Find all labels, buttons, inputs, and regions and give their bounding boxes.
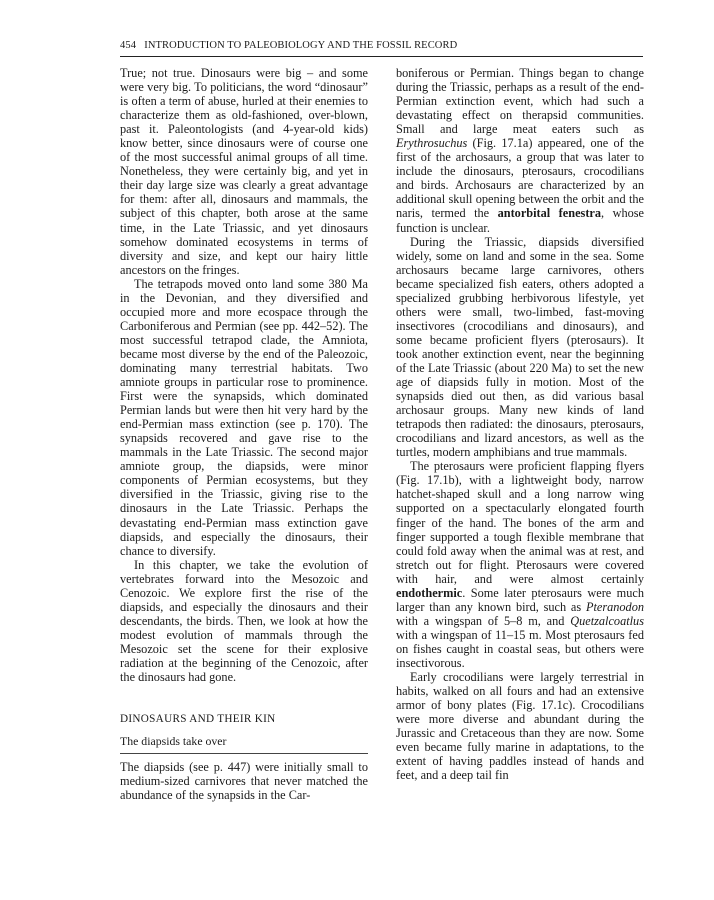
left-column: [120, 66, 368, 802]
key-term: antorbital fenestra: [497, 206, 602, 221]
paragraph-triassic-diversification: During the Triassic, diapsids diversified widely, some on land and some in the sea. Some archosaurs became large carnivores, others became specialized fish eaters, others adopted a specialized grubbing herbivorous lifestyle, yet others were small, two-limbed, fast-moving insectivores (crocodilians and dinosaurs), and some became proficient flyers (pterosaurs). It took another extinction event, near the beginning of the Late Triassic (about 220 Ma) to set the new age of diapsids fully in motion. Most of the synapsids died out then, as did various basal archosaur groups. Many new kinds of land tetrapods then radiated: the dinosaurs, pterosaurs, crocodilians and lizard ancestors, as well as the turtles, modern amphibians and true mammals.: [396, 234, 644, 460]
section-heading: DINOSAURS AND THEIR KIN: [120, 713, 276, 726]
text-run: , whose function is unclear.: [396, 206, 644, 235]
running-title: INTRODUCTION TO PALEOBIOLOGY AND THE FOSSIL RECORD: [144, 40, 458, 51]
running-header: [120, 40, 643, 51]
paragraph-diapsids: The diapsids (see p. 447) were initially small to medium-sized carnivores that never matched the abundance of the synapsids in the Car-: [120, 760, 368, 803]
text-run: (Fig. 17.1a) appeared, one of the first of the archosaurs, a group that was later to include the dinosaurs, pterosaurs, crocodilians and birds. Archosaurs are characterized by an additional skull opening between the orbit and the naris, termed the: [396, 136, 644, 221]
paragraph-intro: True; not true. Dinosaurs were big – and some were very big. To politicians, the word “dinosaur” is often a term of abuse, hurled at their enemies to characterize them as old-fashioned, over-blown, past it. Paleontologists (and 4-year-old kids) know better, since dinosaurs were of course one of the most successful animal groups of all time. Nonetheless, they were certainly big, and yet in their day large size was clearly a great advantage for them: after all, dinosaurs and mammals, the subject of this chapter, both arose at the same time, in the Late Triassic, and yet dinosaurs somehow dominated ecosystems in terms of diversity and size, and kept our hairy little ancestors on the fringes.: [120, 66, 368, 277]
right-column: [396, 66, 644, 782]
paragraph-archosaurs: [396, 66, 644, 235]
subsection-heading: The diapsids take over: [120, 734, 368, 754]
taxon-name: Pteranodon: [585, 599, 644, 614]
text-run: boniferous or Permian. Things began to change during the Triassic, perhaps as a result of the end-Permian extinction event, which had such a devastating effect on therapsid communities. Small and large meat eaters such as: [396, 66, 644, 137]
page-number: 454: [120, 40, 137, 51]
text-run: The pterosaurs were proficient flapping flyers (Fig. 17.1b), with a lightweight body, narrow hatchet-shaped skull and a long narrow wing supported on a spectacularly elongated fourth finger of the hand. The bones of the arm and finger supported a tough flexible membrane that could fold away when the animal was at rest, and stretch out for flight. Pterosaurs were covered with hair, and were almost certainly: [396, 459, 644, 586]
header-rule: [120, 56, 643, 57]
key-term: endothermic: [396, 585, 463, 600]
paragraph-crocodilians: Early crocodilians were largely terrestrial in habits, walked on all fours and had an extensive armor of bony plates (Fig. 17.1c). Crocodilians were more diverse and abundant during the Jurassic and Cretaceous than they are now. Some even became fully marine in adaptations, to the extent of having paddles instead of hands and feet, and a deep tail fin: [396, 670, 644, 783]
text-run: with a wingspan of 5–8 m, and: [396, 613, 571, 628]
text-run: with a wingspan of 11–15 m. Most pterosaurs fed on fishes caught in coastal seas, but others were insectivorous.: [396, 627, 644, 670]
paragraph-tetrapods: The tetrapods moved onto land some 380 Ma in the Devonian, and they diversified and occupied more and more ecospace through the Carboniferous and Permian (see pp. 442–52). The most successful tetrapod clade, the Amniota, became most diverse by the end of the Paleozoic, dominating many terrestrial habitats. Two amniote groups in particular rose to prominence. First were the synapsids, which dominated Permian lands but were then hit very hard by the end-Permian mass extinction (see p. 170). The synapsids recovered and gave rise to the mammals in the Late Triassic. The second major amniote group, the diapsids, were minor components of Permian ecosystems, but they diversified in the Triassic, giving rise to the dinosaurs in the Late Triassic. Perhaps the devastating end-Permian mass extinction gave diapsids, and especially the dinosaurs, their chance to diversify.: [120, 276, 368, 558]
taxon-name: Erythrosuchus: [396, 136, 468, 151]
text-run: . Some later pterosaurs were much larger than any known bird, such as: [396, 585, 644, 614]
paragraph-chapter-overview: In this chapter, we take the evolution of vertebrates forward into the Mesozoic and Cenozoic. We explore first the rise of the diapsids, and especially the dinosaurs and their descendants, the birds. Then, we look at how the modest evolution of mammals through the Mesozoic set the scene for their explosive radiation at the beginning of the Cenozoic, after the dinosaurs had gone.: [120, 557, 368, 685]
taxon-name: Quetzalcoatlus: [570, 613, 644, 628]
paragraph-pterosaurs: [396, 459, 644, 670]
